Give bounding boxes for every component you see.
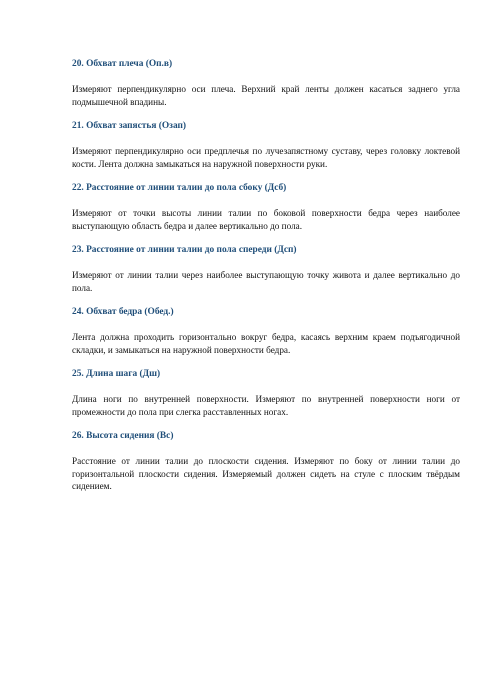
section-heading: 21. Обхват запястья (Озап) <box>72 121 187 131</box>
section-heading: 23. Расстояние от линии талии до пола спереди (Дсп) <box>72 245 297 255</box>
section-text: Измеряют от точки высоты линии талии по боковой поверхности бедра через наиболее выступающую область бедра и далее вертикально до пола. <box>72 208 460 231</box>
section-heading: 24. Обхват бедра (Обед.) <box>72 307 174 317</box>
document-page <box>72 58 460 493</box>
section-heading: 20. Обхват плеча (Оп.в) <box>72 59 173 69</box>
section-text: Расстояние от линии талии до плоскости сидения. Измеряют по боку от линии талии до горизонтальной плоскости сидения. Измеряемый должен сидеть на стуле с плоским твёрдым сидением. <box>72 456 460 491</box>
section-upper-arm-girth <box>72 58 460 108</box>
section-heading: 25. Длина шага (Дш) <box>72 369 161 379</box>
section-heading: 22. Расстояние от линии талии до пола сбоку (Дсб) <box>72 183 287 193</box>
section-waist-to-floor-side <box>72 182 460 232</box>
section-text: Длина ноги по внутренней поверхности. Измеряют по внутренней поверхности ноги от промежности до пола при слегка расставленных ногах. <box>72 394 460 417</box>
section-thigh-girth <box>72 306 460 356</box>
section-waist-to-floor-front <box>72 244 460 294</box>
section-inseam-length <box>72 368 460 418</box>
section-text: Измеряют от линии талии через наиболее выступающую точку живота и далее вертикально до пола. <box>72 270 460 293</box>
section-text: Лента должна проходить горизонтально вокруг бедра, касаясь верхним краем подъягодичной складки, и замыкаться на наружной поверхности бедра. <box>72 332 460 355</box>
section-text: Измеряют перпендикулярно оси предплечья по лучезапястному суставу, через головку локтевой кости. Лента должна замыкаться на наружной поверхности руки. <box>72 146 460 169</box>
section-heading: 26. Высота сидения (Вс) <box>72 431 174 441</box>
section-seat-height <box>72 430 460 493</box>
section-wrist-girth <box>72 120 460 170</box>
section-text: Измеряют перпендикулярно оси плеча. Верхний край ленты должен касаться заднего угла подмышечной впадины. <box>72 84 460 107</box>
